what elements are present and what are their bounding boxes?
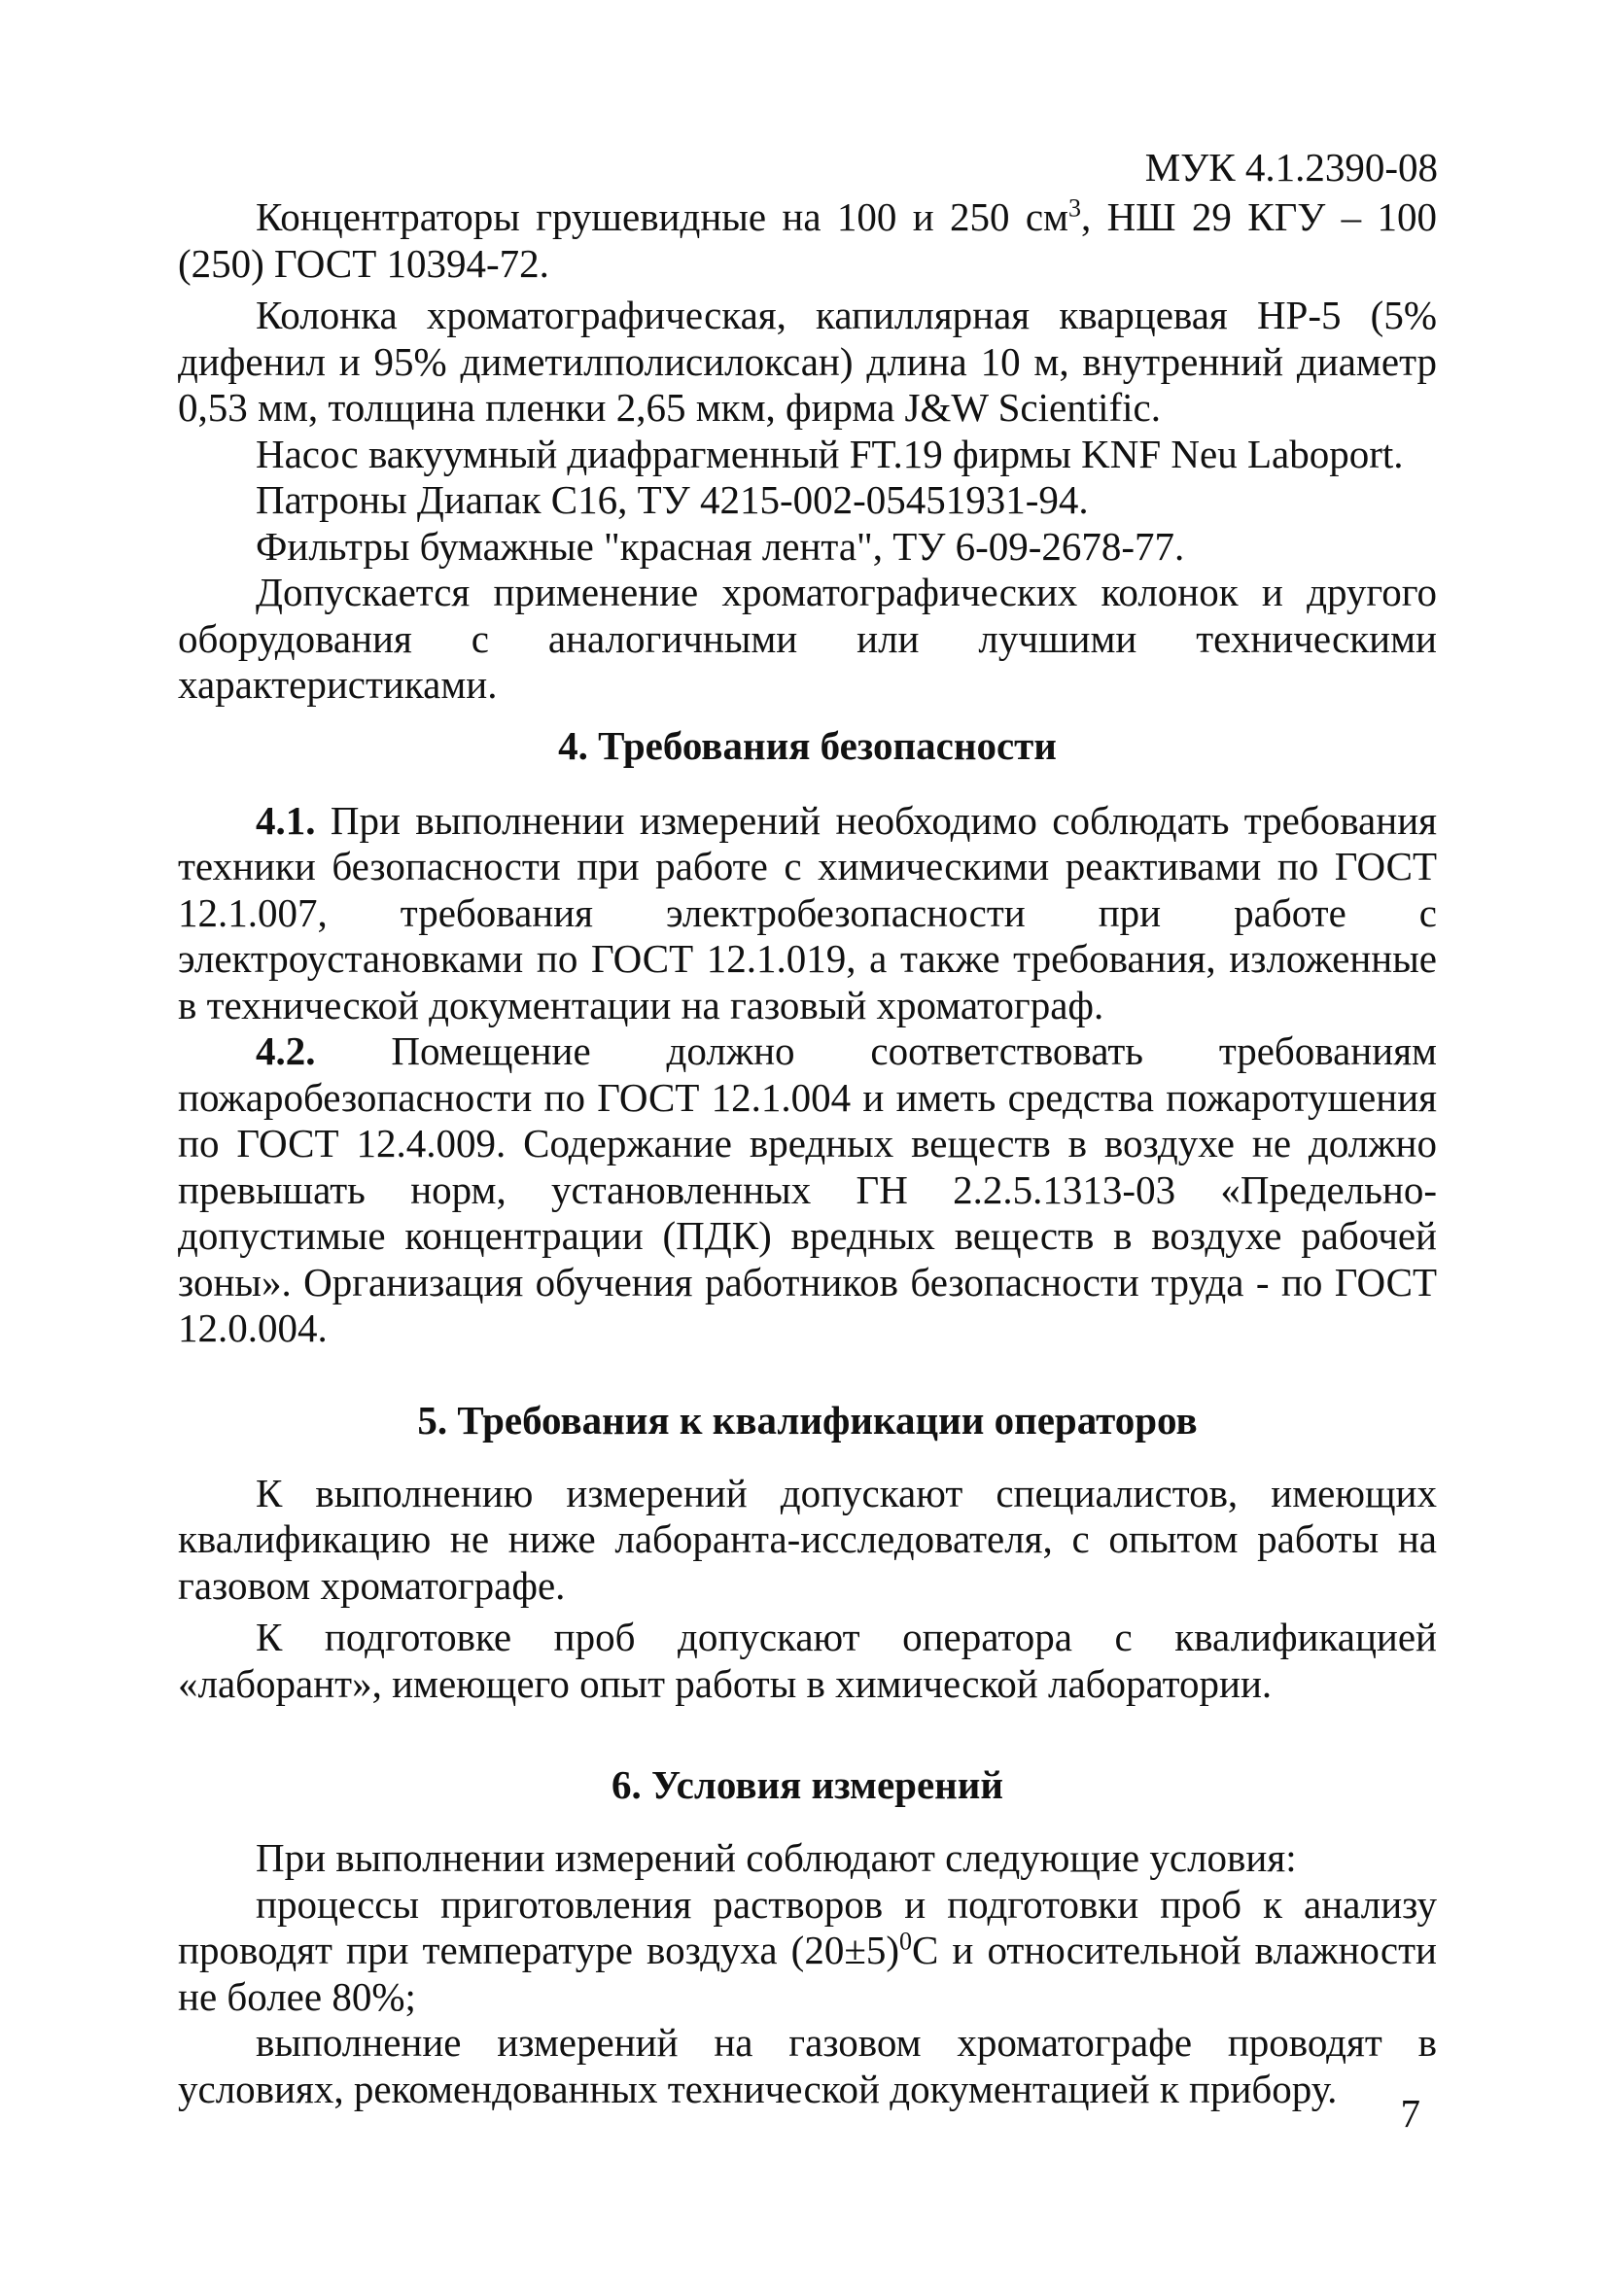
page-content <box>178 194 1437 2112</box>
section-6-title: 6. Условия измерений <box>611 1762 1004 1807</box>
concentrators-text: Концентраторы грушевидные на 100 и 250 см <box>256 194 1068 239</box>
section-5-paragraph-1: К выполнению измерений допускают специалистов, имеющих квалификацию не ниже лаборанта-исследователя, с опытом работы на газовом хроматографе. <box>178 1470 1437 1608</box>
equipment-column: Колонка хроматографическая, капиллярная кварцевая HP-5 (5% дифенил и 95% диметилполисилоксан) длина 10 м, внутренний диаметр 0,53 мм, толщина пленки 2,65 мкм, фирма J&W Scientific. <box>178 293 1437 430</box>
conditions-text: процессы приготовления растворов и подготовки проб к анализу проводят при температуре воздуха (20±5) <box>178 1881 1437 1972</box>
equipment-pump: Насос вакуумный диафрагменный FT.19 фирмы KNF Neu Laboport. <box>256 431 1404 476</box>
section-4-item-1 <box>178 798 1437 1029</box>
document-code: МУК 4.1.2390-08 <box>1144 145 1438 190</box>
section-6-paragraph-2 <box>178 1882 1437 2021</box>
item-4-2-text: Помещение должно соответствовать требованиям пожаробезопасности по ГОСТ 12.1.004 и иметь средства пожаротушения по ГОСТ 12.4.009. Содержание вредных веществ в воздухе не должно превышать норм, установленных ГН 2.2.5.1313-03 «Предельно-допустимые концентрации (ПДК) вредных веществ в воздухе рабочей зоны». Организация обучения работников безопасности труда - по ГОСТ 12.0.004. <box>178 1028 1437 1350</box>
concentrators-text-end: , НШ 29 КГУ – 100 (250) ГОСТ 10394-72. <box>178 194 1437 286</box>
section-6-paragraph-3: выполнение измерений на газовом хроматографе проводят в условиях, рекомендованных технической документацией к прибору. <box>178 2020 1437 2111</box>
section-6-paragraph-1: При выполнении измерений соблюдают следующие условия: <box>256 1835 1297 1880</box>
equipment-filters: Фильтры бумажные "красная лента", ТУ 6-09-2678-77. <box>256 523 1185 569</box>
equipment-concentrators <box>178 194 1437 287</box>
degree-superscript: 0 <box>898 1927 912 1956</box>
section-4-item-2 <box>178 1028 1437 1352</box>
item-4-1-text: При выполнении измерений необходимо соблюдать требования техники безопасности при работе с химическими реактивами по ГОСТ 12.1.007, требования электробезопасности при работе с электроустановками по ГОСТ 12.1.019, а также требования, изложенные в технической документации на газовый хроматограф. <box>178 797 1437 1027</box>
equipment-cartridges: Патроны Диапак С16, ТУ 4215-002-05451931-94. <box>256 477 1089 522</box>
conditions-text-end: С и относительной влажности не более 80%; <box>178 1928 1437 2019</box>
section-5-paragraph-2: К подготовке проб допускают оператора с квалификацией «лаборант», имеющего опыт работы в химической лаборатории. <box>178 1615 1437 1706</box>
section-5-title: 5. Требования к квалификации операторов <box>417 1397 1198 1443</box>
section-4-title: 4. Требования безопасности <box>558 722 1057 768</box>
equipment-allowance: Допускается применение хроматографических колонок и другого оборудования с аналогичными или лучшими техническими характеристиками. <box>178 570 1437 707</box>
item-4-1-number: 4.1. <box>256 797 316 843</box>
cm3-superscript: 3 <box>1067 193 1081 223</box>
page-number: 7 <box>1400 2091 1420 2136</box>
item-4-2-number: 4.2. <box>256 1028 316 1073</box>
